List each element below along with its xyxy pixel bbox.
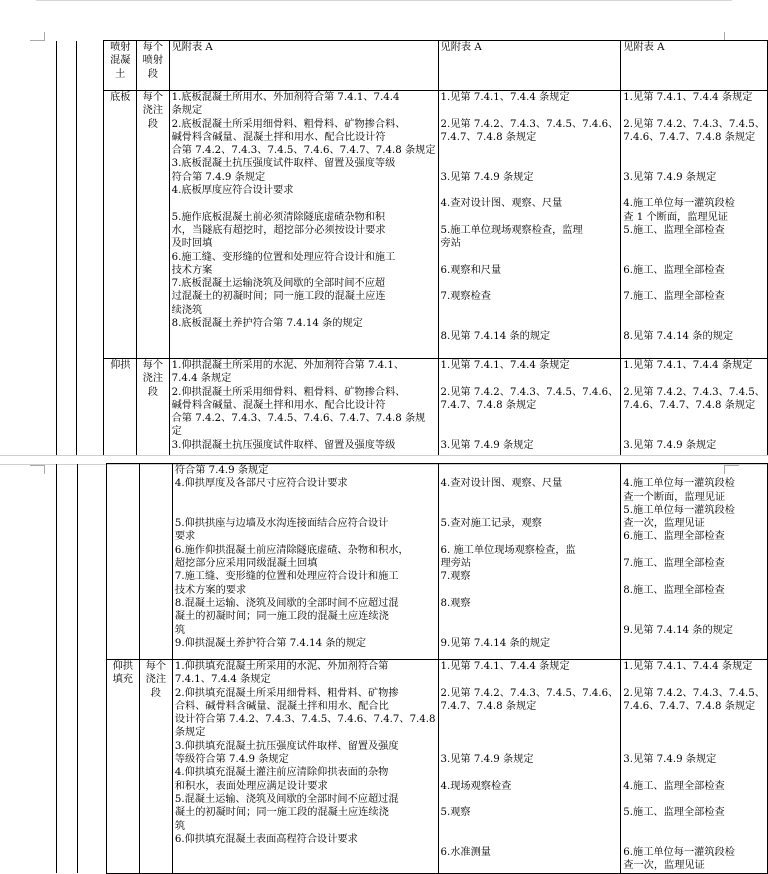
inspection-table-part-2	[56, 463, 768, 874]
quantity-cell: 1.见第 7.4.1、7.4.4 条规定 2.见第 7.4.2、7.4.3、7.4.5、 7.4.6、7.4.7、7.4.8 条规定 3.见第 7.4.9 条规定 4.施工单位每一灌筑段检 查 1 个断面，监理见证 5.施工、监理全部检查 6.施工、监理全部检查 7.施工、监理全部检查 8.见第 7.4.14 条的规定	[621, 91, 768, 359]
outer-blank-cell	[77, 464, 106, 874]
table-row	[57, 464, 768, 660]
requirement-cell: 1.仰拱混凝土所采用的水泥、外加剂符合第 7.4.1、 7.4.4 条规定 2.仰拱混凝土所采用细骨料、粗骨料、矿物掺合料、 碱骨料含碱量、混凝土拌和用水、配合比设计符 合第 7.4.2、7.4.3、7.4.5、7.4.6、7.4.7、7.4.8 条规 定 3.仰拱混凝土抗压强度试件取样、留置及强度等级	[169, 359, 438, 459]
quantity-cell: 见附表 A	[621, 41, 768, 91]
crop-mark	[30, 465, 45, 474]
frequency-cell: 每个 浇注 段	[139, 660, 172, 874]
method-cell: 1.见第 7.4.1、7.4.4 条规定 2.见第 7.4.2、7.4.3、7.4.5、7.4.6、 7.4.7、7.4.8 条规定 3.见第 7.4.9 条规定	[438, 359, 621, 459]
outer-blank-cell	[57, 464, 78, 874]
item-cell: 底板	[104, 91, 137, 359]
requirement-cell: 1.底板混凝土所用水、外加剂符合第 7.4.1、7.4.4 条规定 2.底板混凝土所采用细骨料、粗骨料、矿物掺合料、 碱骨料含碱量、混凝土拌和用水、配合比设计符 合第 7.4.2、7.4.3、7.4.5、7.4.6、7.4.7、7.4.8 条规定 3.底板混凝土抗压强度试件取样、留置及强度等级 符合第 7.4.9 条规定 4.底板厚度应符合设计要求 5.施作底板混凝土前必须清除隧底虚碴杂物和积 水，当隧底有超挖时，超挖部分必须按设计要求 及时回填 6.施工缝、变形缝的位置和处理应符合设计和施工 技术方案 7.底板混凝土运输浇筑及间歇的全部时间不应超 过混凝土的初凝时间；同一施工段的混凝土应连 续浇筑 8.底板混凝土养护符合第 7.4.14 条的规定	[169, 91, 438, 359]
quantity-cell: 4.施工单位每一灌筑段检 查一个断面，监理见证 5.施工单位每一灌筑段检 查一次，监理见证 6.施工、监理全部检查 7.施工、监理全部检查 8.施工、监理全部检查 9.见第 7.4.14 条的规定	[621, 464, 768, 660]
method-cell: 1.见第 7.4.1、7.4.4 条规定 2.见第 7.4.2、7.4.3、7.4.5、7.4.6、 7.4.7、7.4.8 条规定 3.见第 7.4.9 条规定 4.查对设计图、观察、尺量 5.施工单位现场观察检查，监理 旁站 6.观察和尺量 7.观察检查 8.见第 7.4.14 条的规定	[438, 91, 621, 359]
outer-blank-cell	[76, 41, 103, 459]
frequency-cell	[139, 464, 172, 660]
table-row	[57, 660, 768, 874]
item-cell	[106, 464, 139, 660]
method-cell: 4.查对设计图、观察、尺量 5.查对施工记录，观察 6. 施工单位现场观察检查，监 理旁站 7.观察 8.观察 9.见第 7.4.14 条的规定	[438, 464, 621, 660]
quantity-cell: 1.见第 7.4.1、7.4.4 条规定 2.见第 7.4.2、7.4.3、7.4.5、 7.4.6、7.4.7、7.4.8 条规定 3.见第 7.4.9 条规定	[621, 359, 768, 459]
item-cell: 仰拱 填充	[106, 660, 139, 874]
inspection-table-part-1	[56, 40, 768, 459]
requirement-cell: 符合第 7.4.9 条规定 4.仰拱厚度及各部尺寸应符合设计要求 5.仰拱拱座与边墙及水沟连接面结合应符合设计 要求 6.施作仰拱混凝土前应清除隧底虚碴、杂物和积水， 超挖部分应采用同级混凝土回填 7.施工缝、变形缝的位置和处理应符合设计和施工 技术方案的要求 8.混凝土运输、浇筑及间歇的全部时间不应超过混 凝土的初凝时间；同一施工段的混凝土应连续浇 筑 9.仰拱混凝土养护符合第 7.4.14 条的规定	[172, 464, 438, 660]
item-cell: 仰拱	[104, 359, 137, 459]
method-cell: 1.见第 7.4.1、7.4.4 条规定 2.见第 7.4.2、7.4.3、7.4.5、7.4.6、 7.4.7、7.4.8 条规定 3.见第 7.4.9 条规定 4.现场观察检查 5.观察 6.水准测量	[438, 660, 621, 874]
outer-blank-cell	[57, 41, 77, 459]
table-row	[57, 91, 768, 359]
table-row	[57, 41, 768, 91]
table-row	[57, 359, 768, 459]
quantity-cell: 1.见第 7.4.1、7.4.4 条规定 2.见第 7.4.2、7.4.3、7.4.5、 7.4.6、7.4.7、7.4.8 条规定 3.见第 7.4.9 条规定 4.施工、监理全部检查 5.施工、监理全部检查 6.施工单位每一灌筑段检 查一次，监理见证	[621, 660, 768, 874]
frequency-cell: 每个 浇注 段	[137, 91, 170, 359]
item-cell: 喷射 混凝 土	[104, 41, 137, 91]
crop-mark	[30, 32, 45, 41]
frequency-cell: 每个 浇注 段	[137, 359, 170, 459]
requirement-cell: 见附表 A	[169, 41, 438, 91]
requirement-cell: 1.仰拱填充混凝土所采用的水泥、外加剂符合第 7.4.1、7.4.4 条规定 2.仰拱填充混凝土所采用细骨料、粗骨料、矿物掺 合料、碱骨料含碱量、混凝土拌和用水、配合比 设计符合第 7.4.2、7.4.3、7.4.5、7.4.6、7.4.7、7.4.8 条规定 3.仰拱填充混凝土抗压强度试件取样、留置及强度 等级符合第 7.4.9 条规定 4.仰拱填充混凝土灌注前应清除仰拱表面的杂物 和积水，表面处理应满足设计要求 5.混凝土运输、浇筑及间歇的全部时间不应超过混 凝土的初凝时间；同一施工段的混凝土应连续浇 筑 6.仰拱填充混凝土表面高程符合设计要求	[172, 660, 438, 874]
method-cell: 见附表 A	[438, 41, 621, 91]
frequency-cell: 每个 喷射 段	[137, 41, 170, 91]
